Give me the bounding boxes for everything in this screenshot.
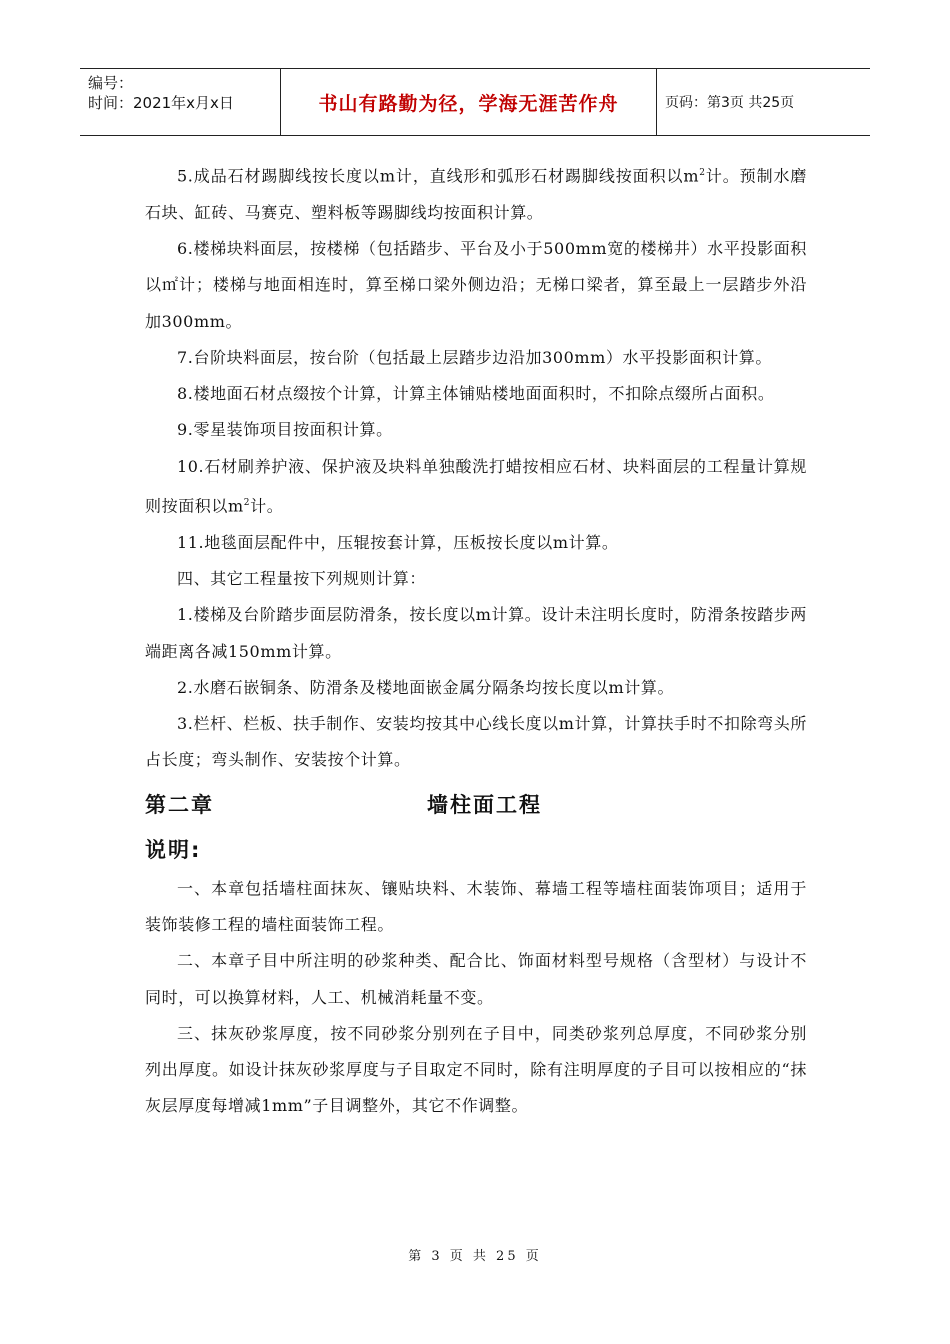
paragraph-p7 bbox=[145, 340, 807, 376]
header-meta bbox=[80, 69, 281, 135]
superscript: 2 bbox=[243, 498, 251, 508]
paragraph-text: 10.石材刷养护液、保护液及块料单独酸洗打蜡按相应石材、块料面层的工程量计算规则按面积以m bbox=[145, 456, 807, 516]
paragraph-p6 bbox=[145, 231, 807, 340]
paragraph-r3 bbox=[145, 706, 807, 779]
paragraph-p10 bbox=[145, 449, 807, 525]
explanation-section bbox=[145, 871, 807, 1125]
paragraph-text: 9.零星装饰项目按面积计算。 bbox=[177, 420, 393, 440]
paragraph-e1: 一、本章包括墙柱面抹灰、镶贴块料、木装饰、幕墙工程等墙柱面装饰项目；适用于装饰装修工程的墙柱面装饰工程。 bbox=[145, 878, 807, 934]
page-header bbox=[80, 68, 870, 136]
document-number-label: 编号： bbox=[88, 74, 134, 92]
paragraph-p9 bbox=[145, 412, 807, 448]
quantity-rules-section bbox=[145, 155, 807, 779]
paragraph-p5 bbox=[145, 155, 807, 231]
paragraph-text: 11.地毯面层配件中，压辊按套计算，压板按长度以m计算。 bbox=[177, 532, 619, 552]
paragraph-text: 1.楼梯及台阶踏步面层防滑条，按长度以m计算。设计未注明长度时，防滑条按踏步两端距离各减150mm计算。 bbox=[145, 605, 807, 661]
paragraph-text-tail: 计。 bbox=[250, 496, 284, 516]
paragraph-r1 bbox=[145, 597, 807, 670]
paragraph-text-tail: 计。预制水磨石块、缸砖、马赛克、塑料板等踢脚线均按面积计算。 bbox=[145, 166, 807, 222]
paragraph-e3: 三、抹灰砂浆厚度，按不同砂浆分别列在子目中，同类砂浆列总厚度，不同砂浆分别列出厚度。如设计抹灰砂浆厚度与子目取定不同时，除有注明厚度的子目可以按相应的“抹灰层厚度每增减1mm”子目调整外，其它不作调整。 bbox=[145, 1023, 807, 1116]
paragraph-text: 2.水磨石嵌铜条、防滑条及楼地面嵌金属分隔条均按长度以m计算。 bbox=[177, 677, 675, 697]
header-motto: 书山有路勤为径，学海无涯苦作舟 bbox=[281, 69, 657, 135]
superscript: 2 bbox=[699, 168, 706, 178]
paragraph-text: 8.楼地面石材点缀按个计算，计算主体铺贴楼地面面积时，不扣除点缀所占面积。 bbox=[177, 384, 775, 404]
chapter-title: 墙柱面工程 bbox=[427, 792, 542, 817]
paragraph-text: 7.台阶块料面层，按台阶（包括最上层踏步边沿加300mm）水平投影面积计算。 bbox=[177, 347, 772, 367]
explanation-heading: 说明: bbox=[145, 837, 202, 862]
paragraph-text: 6.楼梯块料面层，按楼梯（包括踏步、平台及小于500mm宽的楼梯井）水平投影面积以㎡计；楼梯与地面相连时，算至梯口梁外侧边沿；无梯口梁者，算至最上一层踏步外沿加300mm。 bbox=[145, 238, 807, 331]
paragraph-text: 四、其它工程量按下列规则计算： bbox=[177, 568, 427, 588]
page-footer: 第 3 页 共 25 页 bbox=[408, 1249, 542, 1264]
paragraph-s4 bbox=[145, 561, 807, 597]
paragraph-r2 bbox=[145, 670, 807, 706]
paragraph-p8 bbox=[145, 376, 807, 412]
header-page-info: 页码：第3页 共25页 bbox=[665, 95, 795, 111]
paragraph-text: 5.成品石材踢脚线按长度以m计，直线形和弧形石材踢脚线按面积以m bbox=[177, 166, 700, 186]
paragraph-e2: 二、本章子目中所注明的砂浆种类、配合比、饰面材料型号规格（含型材）与设计不同时，可以换算材料，人工、机械消耗量不变。 bbox=[145, 951, 807, 1007]
paragraph-text: 3.栏杆、栏板、扶手制作、安装均按其中心线长度以m计算，计算扶手时不扣除弯头所占长度；弯头制作、安装按个计算。 bbox=[145, 714, 807, 770]
chapter-number: 第二章 bbox=[145, 792, 214, 817]
chapter-heading bbox=[145, 783, 807, 825]
document-body bbox=[145, 155, 807, 1125]
paragraph-p11 bbox=[145, 525, 807, 561]
document-date: 时间：2021年x月x日 bbox=[88, 94, 234, 112]
